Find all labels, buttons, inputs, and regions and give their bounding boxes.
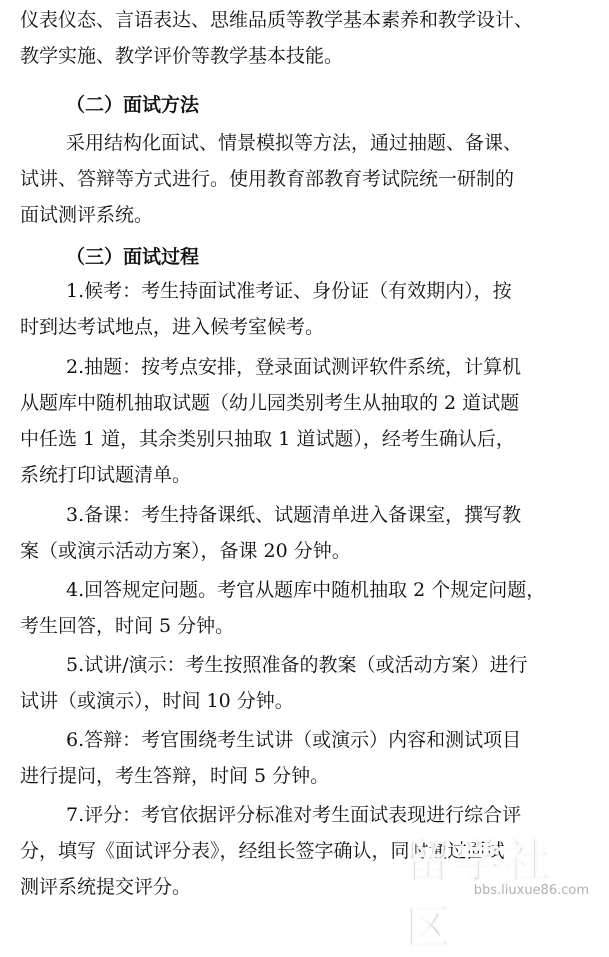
paragraph-line: 7.评分：考官依据评分标准对考生面试表现进行综合评 xyxy=(66,804,522,826)
paragraph-line: 测评系统提交评分。 xyxy=(20,876,192,898)
paragraph-line: 从题库中随机抽取试题（幼儿园类别考生从抽取的 2 道试题 xyxy=(20,392,520,414)
paragraph-line: 分，填写《面试评分表》，经组长签字确认，同时通过面试 xyxy=(20,840,505,862)
paragraph-line: 中任选 1 道，其余类别只抽取 1 道试题），经考生确认后， xyxy=(20,428,515,450)
paragraph-line: 考生回答，时间 5 分钟。 xyxy=(20,615,235,637)
paragraph-line: 进行提问，考生答辩，时间 5 分钟。 xyxy=(20,765,330,787)
site-watermark xyxy=(405,819,595,954)
paragraph-line: 仪表仪态、言语表达、思维品质等教学基本素养和教学设计、 xyxy=(20,9,534,31)
paragraph-line: 教学实施、教学评价等教学基本技能。 xyxy=(20,45,344,67)
paragraph-line: 3.备课：考生持备课纸、试题清单进入备课室，撰写教 xyxy=(66,504,522,526)
paragraph-line: 时到达考试地点，进入候考室候考。 xyxy=(20,316,325,338)
paragraph-line: 2.抽题：按考点安排，登录面试测评软件系统，计算机 xyxy=(66,356,522,378)
paragraph-line: 案（或演示活动方案），备课 20 分钟。 xyxy=(20,540,351,562)
paragraph-line: 4.回答规定问题。考官从题库中随机抽取 2 个规定问题， xyxy=(66,579,546,601)
paragraph-line: 系统打印试题清单。 xyxy=(20,464,192,486)
paragraph-line: 试讲（或演示），时间 10 分钟。 xyxy=(20,690,294,712)
section-heading-interview-method: （二）面试方法 xyxy=(66,94,200,116)
watermark-logo: 留学社区 xyxy=(405,834,555,954)
paragraph-line: 6.答辩：考官围绕考生试讲（或演示）内容和测试项目 xyxy=(66,729,522,751)
paragraph-line: 5.试讲/演示：考生按照准备的教案（或活动方案）进行 xyxy=(66,654,528,676)
section-heading-interview-process: （三）面试过程 xyxy=(66,246,200,268)
paragraph-line: 采用结构化面试、情景模拟等方法，通过抽题、备课、 xyxy=(66,132,523,154)
watermark-url: bbs.liuxue86.com xyxy=(473,883,589,898)
paragraph-line: 1.候考：考生持面试准考证、身份证（有效期内），按 xyxy=(66,280,512,302)
paragraph-line: 面试测评系统。 xyxy=(20,204,154,226)
paragraph-line: 试讲、答辩等方式进行。使用教育部教育考试院统一研制的 xyxy=(20,168,515,190)
